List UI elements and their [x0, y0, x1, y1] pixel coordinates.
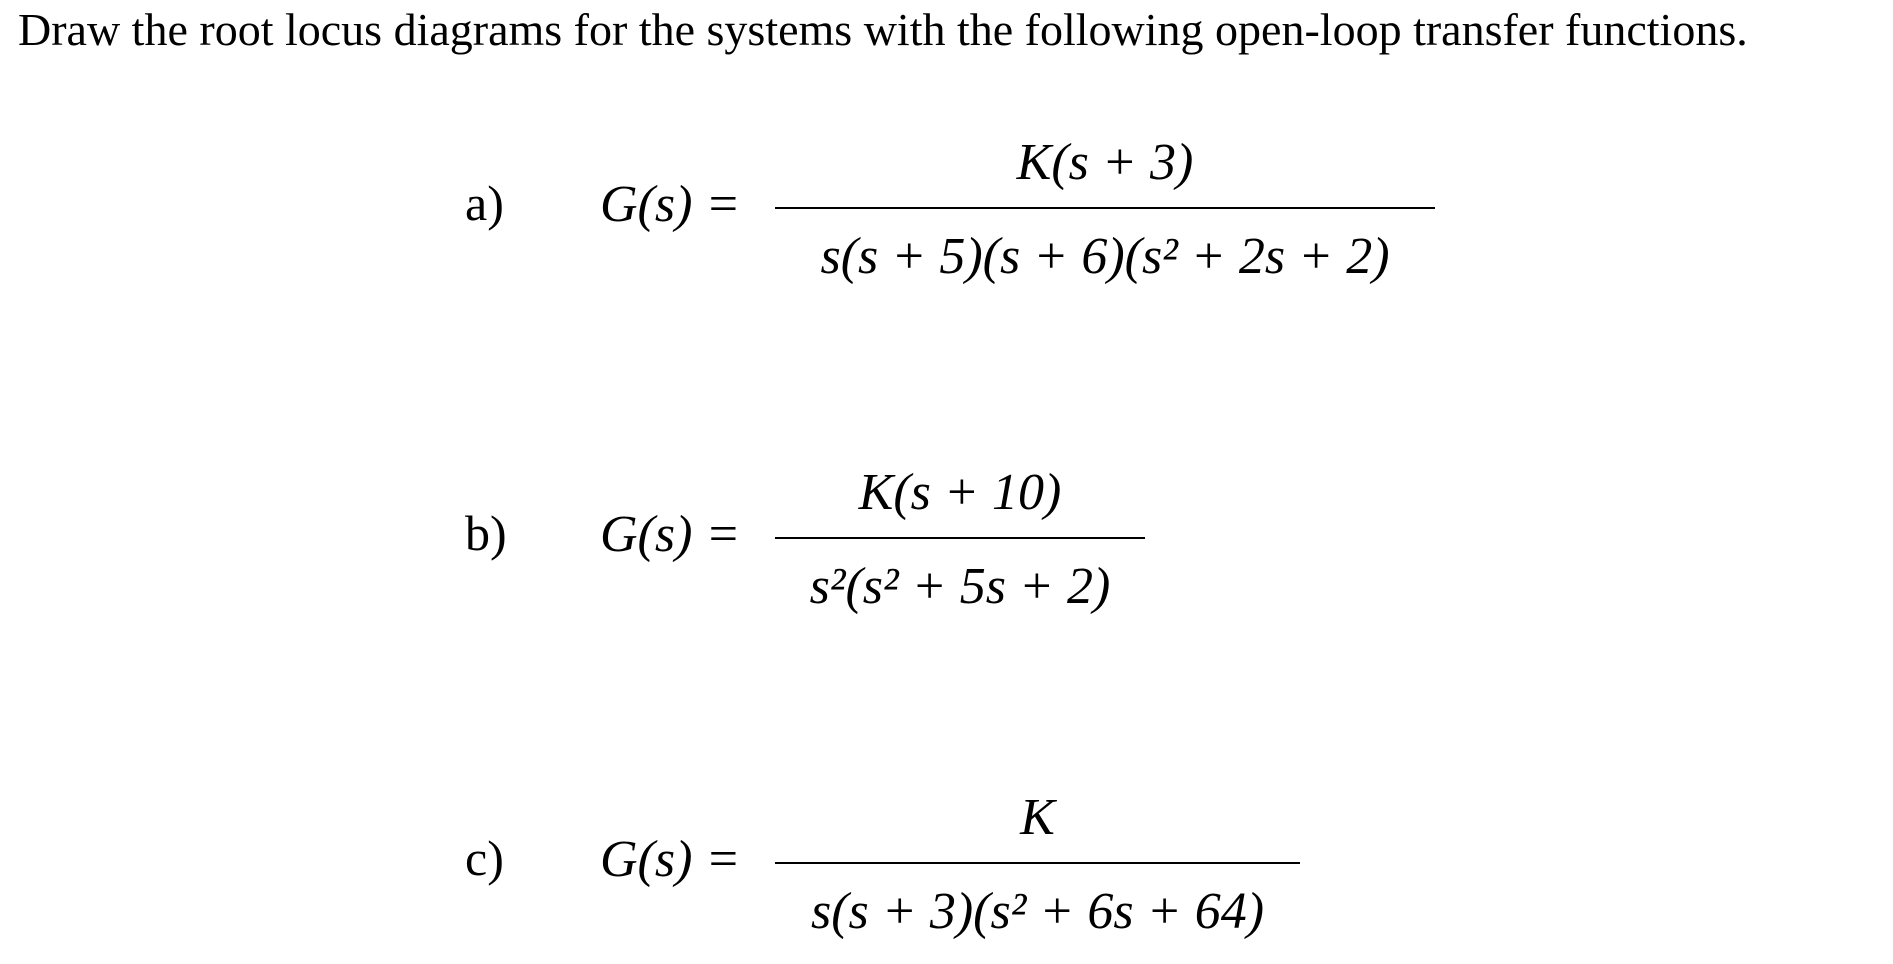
numerator: K(s + 3) [1016, 134, 1194, 191]
transfer-function-lhs: G(s) = [600, 831, 741, 888]
numerator: K [1020, 789, 1055, 846]
denominator: s²(s² + 5s + 2) [809, 558, 1111, 615]
numerator: K(s + 10) [858, 464, 1062, 521]
transfer-function-lhs: G(s) = [600, 506, 741, 563]
denominator: s(s + 3)(s² + 6s + 64) [810, 883, 1265, 940]
problem-a [0, 135, 1893, 305]
problem-label: a) [465, 175, 504, 231]
problem-label: b) [465, 505, 507, 561]
denominator: s(s + 5)(s + 6)(s² + 2s + 2) [820, 228, 1390, 285]
fraction-bar [775, 862, 1300, 864]
problem-c [0, 790, 1893, 960]
problem-label: c) [465, 830, 504, 886]
fraction-bar [775, 207, 1435, 209]
fraction-bar [775, 537, 1145, 539]
transfer-function-lhs: G(s) = [600, 176, 741, 233]
problem-b [0, 465, 1893, 635]
instruction-text: Draw the root locus diagrams for the systems with the following open-loop transfer functions. [18, 4, 1748, 55]
